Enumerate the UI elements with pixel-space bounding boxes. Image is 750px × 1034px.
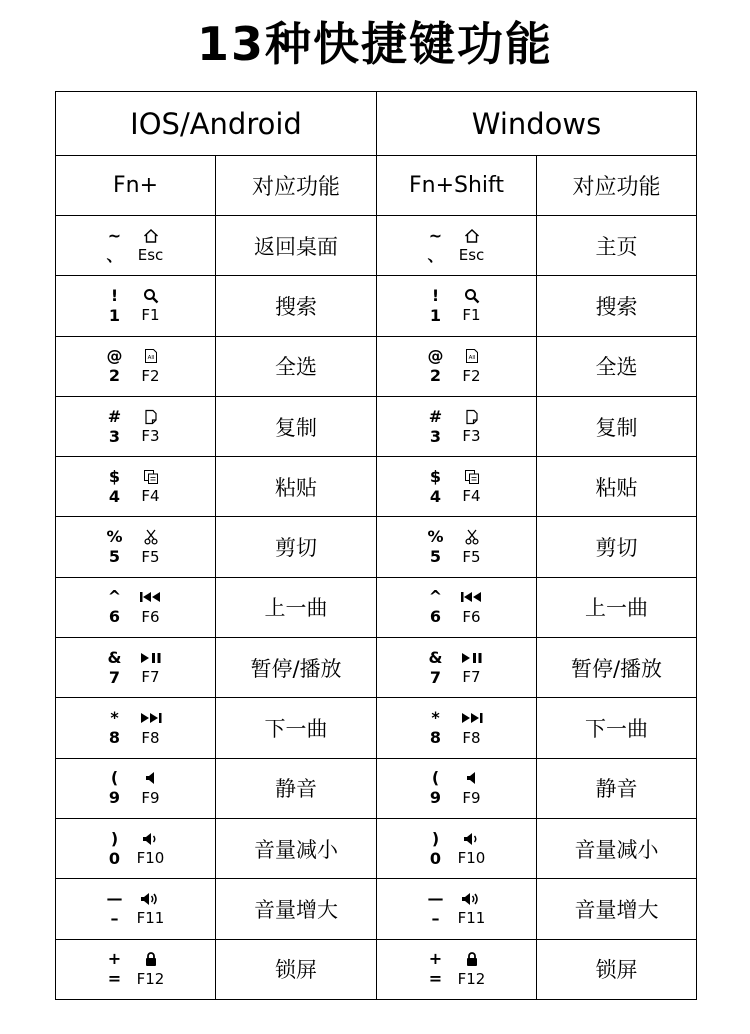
keycap — [421, 889, 493, 929]
ios-function-label: 返回桌面 — [216, 216, 377, 276]
keycap — [100, 708, 172, 748]
ios-key-combo — [56, 939, 216, 999]
shift-symbol: % — [427, 527, 444, 547]
win-function-label: 暂停/播放 — [537, 638, 697, 698]
ios-key-combo — [56, 517, 216, 577]
win-key-combo — [377, 517, 537, 577]
win-function-label: 剪切 — [537, 517, 697, 577]
ios-function-label: 复制 — [216, 396, 377, 456]
shift-symbol: ^ — [428, 587, 443, 607]
base-key: 5 — [429, 547, 442, 567]
base-key: 4 — [108, 486, 121, 506]
ios-key-combo — [56, 577, 216, 637]
previous-track-icon — [460, 589, 484, 605]
function-key: F9 — [141, 788, 160, 807]
win-key-combo — [377, 939, 537, 999]
table-row — [56, 457, 697, 517]
volume-up-icon — [461, 891, 483, 907]
page-title: 13种快捷键功能 — [196, 17, 553, 71]
column-header-row — [56, 156, 697, 216]
shift-symbol: ) — [110, 828, 119, 848]
svg-text:All: All — [147, 355, 154, 362]
win-function-label: 全选 — [537, 336, 697, 396]
base-key: – — [110, 908, 119, 928]
function-key: F8 — [462, 728, 481, 747]
ios-function-label: 锁屏 — [216, 939, 377, 999]
home-icon — [143, 228, 159, 244]
base-key: 8 — [429, 728, 442, 748]
group-ios-android: IOS/Android — [56, 92, 377, 156]
keycap — [100, 768, 172, 808]
ios-key-combo — [56, 879, 216, 939]
win-key-combo — [377, 577, 537, 637]
shift-symbol: # — [428, 406, 443, 426]
shift-symbol: & — [428, 647, 443, 667]
keycap — [421, 527, 493, 567]
svg-text:All: All — [468, 355, 475, 362]
shift-symbol: * — [110, 708, 119, 728]
function-key: F4 — [462, 487, 481, 506]
base-key: 7 — [108, 667, 121, 687]
function-key: F9 — [462, 788, 481, 807]
table-row — [56, 396, 697, 456]
win-function-label: 静音 — [537, 758, 697, 818]
mute-icon — [143, 770, 159, 786]
function-key: F4 — [141, 487, 160, 506]
win-function-label: 锁屏 — [537, 939, 697, 999]
shift-symbol: ) — [431, 828, 440, 848]
table-row — [56, 336, 697, 396]
home-icon — [464, 228, 480, 244]
shift-symbol: * — [431, 708, 440, 728]
select-all-icon — [143, 348, 159, 364]
shift-symbol: $ — [108, 466, 121, 486]
base-key: 7 — [429, 667, 442, 687]
keycap — [100, 829, 172, 869]
select-all-icon — [464, 348, 480, 364]
table-row — [56, 638, 697, 698]
win-key-combo — [377, 457, 537, 517]
base-key: 1 — [108, 305, 121, 325]
win-function-label: 音量减小 — [537, 818, 697, 878]
function-key: F10 — [457, 849, 486, 868]
col-win-key: Fn+Shift — [377, 156, 537, 216]
table-row — [56, 276, 697, 336]
keycap — [100, 889, 172, 929]
paste-icon — [143, 469, 159, 485]
base-key: 3 — [429, 426, 442, 446]
win-key-combo — [377, 818, 537, 878]
win-function-label: 搜索 — [537, 276, 697, 336]
ios-function-label: 上一曲 — [216, 577, 377, 637]
keycap — [421, 226, 493, 266]
play-pause-icon — [460, 650, 484, 666]
shift-symbol: ~ — [428, 225, 443, 245]
function-key: F3 — [462, 427, 481, 446]
base-key: 8 — [108, 728, 121, 748]
function-key: F3 — [141, 427, 160, 446]
lock-icon — [143, 951, 159, 967]
col-win-function: 对应功能 — [537, 156, 697, 216]
ios-function-label: 粘贴 — [216, 457, 377, 517]
function-key: F11 — [457, 909, 486, 928]
table-row — [56, 517, 697, 577]
group-windows: Windows — [377, 92, 697, 156]
ios-function-label: 静音 — [216, 758, 377, 818]
keycap — [421, 467, 493, 507]
ios-key-combo — [56, 396, 216, 456]
ios-key-combo — [56, 336, 216, 396]
base-key: 9 — [108, 788, 121, 808]
keycap — [421, 407, 493, 447]
function-key: F6 — [141, 607, 160, 626]
table-row — [56, 577, 697, 637]
previous-track-icon — [139, 589, 163, 605]
function-key: F12 — [457, 969, 486, 988]
keycap — [421, 286, 493, 326]
next-track-icon — [460, 710, 484, 726]
keycap — [421, 346, 493, 386]
base-key: 2 — [108, 366, 121, 386]
win-key-combo — [377, 276, 537, 336]
win-function-label: 下一曲 — [537, 698, 697, 758]
ios-function-label: 下一曲 — [216, 698, 377, 758]
keycap — [100, 648, 172, 688]
scissors-icon — [464, 529, 480, 545]
keycap — [100, 407, 172, 447]
keycap — [100, 226, 172, 266]
ios-key-combo — [56, 276, 216, 336]
function-key: F11 — [136, 909, 165, 928]
ios-function-label: 音量减小 — [216, 818, 377, 878]
keycap — [421, 708, 493, 748]
shift-symbol: ! — [431, 285, 440, 305]
table-row — [56, 818, 697, 878]
copy-icon — [464, 409, 480, 425]
shift-symbol: ~ — [107, 225, 122, 245]
copy-icon — [143, 409, 159, 425]
base-key: = — [428, 969, 443, 989]
keycap — [421, 648, 493, 688]
base-key: 0 — [108, 848, 121, 868]
ios-function-label: 搜索 — [216, 276, 377, 336]
table-row — [56, 698, 697, 758]
base-key: – — [431, 908, 440, 928]
ios-key-combo — [56, 457, 216, 517]
win-key-combo — [377, 216, 537, 276]
win-function-label: 粘贴 — [537, 457, 697, 517]
function-key: F7 — [141, 668, 160, 687]
shift-symbol: ! — [110, 285, 119, 305]
shift-symbol: + — [107, 949, 122, 969]
function-key: F5 — [141, 547, 160, 566]
keycap — [421, 587, 493, 627]
shift-symbol: ( — [110, 768, 119, 788]
base-key: 、 — [427, 245, 444, 265]
base-key: 2 — [429, 366, 442, 386]
shift-symbol: ( — [431, 768, 440, 788]
keycap — [100, 467, 172, 507]
mute-icon — [464, 770, 480, 786]
function-key: F5 — [462, 547, 481, 566]
base-key: 3 — [108, 426, 121, 446]
table-row — [56, 758, 697, 818]
ios-function-label: 暂停/播放 — [216, 638, 377, 698]
keycap — [100, 527, 172, 567]
base-key: = — [107, 969, 122, 989]
base-key: 6 — [429, 607, 442, 627]
base-key: 5 — [108, 547, 121, 567]
ios-key-combo — [56, 818, 216, 878]
keycap — [100, 587, 172, 627]
keycap — [421, 768, 493, 808]
function-key: F2 — [141, 366, 160, 385]
shift-symbol: @ — [427, 346, 444, 366]
keycap — [100, 949, 172, 989]
keycap — [421, 949, 493, 989]
function-key: F1 — [141, 306, 160, 325]
ios-function-label: 全选 — [216, 336, 377, 396]
function-key: F6 — [462, 607, 481, 626]
function-key: F8 — [141, 728, 160, 747]
shift-symbol: & — [107, 647, 122, 667]
shift-symbol: # — [107, 406, 122, 426]
shift-symbol: @ — [106, 346, 123, 366]
ios-function-label: 音量增大 — [216, 879, 377, 939]
next-track-icon — [139, 710, 163, 726]
base-key: 6 — [108, 607, 121, 627]
shortcut-table — [55, 91, 697, 1000]
ios-key-combo — [56, 758, 216, 818]
shift-symbol: % — [106, 527, 123, 547]
ios-key-combo — [56, 698, 216, 758]
volume-down-icon — [141, 831, 161, 847]
base-key: 9 — [429, 788, 442, 808]
win-key-combo — [377, 638, 537, 698]
function-key: F10 — [136, 849, 165, 868]
search-icon — [143, 288, 159, 304]
table-row — [56, 939, 697, 999]
base-key: 1 — [429, 305, 442, 325]
win-key-combo — [377, 758, 537, 818]
keycap — [100, 286, 172, 326]
win-key-combo — [377, 879, 537, 939]
base-key: 、 — [106, 245, 123, 265]
function-key: F7 — [462, 668, 481, 687]
base-key: 4 — [429, 486, 442, 506]
function-key: Esc — [458, 246, 485, 265]
ios-key-combo — [56, 216, 216, 276]
win-key-combo — [377, 396, 537, 456]
win-key-combo — [377, 336, 537, 396]
search-icon — [464, 288, 480, 304]
group-header-row — [56, 92, 697, 156]
ios-key-combo — [56, 638, 216, 698]
base-key: 0 — [429, 848, 442, 868]
function-key: Esc — [137, 246, 164, 265]
function-key: F2 — [462, 366, 481, 385]
keycap — [100, 346, 172, 386]
win-function-label: 主页 — [537, 216, 697, 276]
paste-icon — [464, 469, 480, 485]
function-key: F12 — [136, 969, 165, 988]
win-function-label: 上一曲 — [537, 577, 697, 637]
shift-symbol: — — [106, 888, 123, 908]
shift-symbol: $ — [429, 466, 442, 486]
shift-symbol: ^ — [107, 587, 122, 607]
col-ios-function: 对应功能 — [216, 156, 377, 216]
volume-down-icon — [462, 831, 482, 847]
win-function-label: 音量增大 — [537, 879, 697, 939]
shift-symbol: — — [427, 888, 444, 908]
play-pause-icon — [139, 650, 163, 666]
function-key: F1 — [462, 306, 481, 325]
keycap — [421, 829, 493, 869]
lock-icon — [464, 951, 480, 967]
win-function-label: 复制 — [537, 396, 697, 456]
volume-up-icon — [140, 891, 162, 907]
win-key-combo — [377, 698, 537, 758]
table-row — [56, 879, 697, 939]
col-ios-key: Fn+ — [56, 156, 216, 216]
table-row — [56, 216, 697, 276]
ios-function-label: 剪切 — [216, 517, 377, 577]
shift-symbol: + — [428, 949, 443, 969]
scissors-icon — [143, 529, 159, 545]
